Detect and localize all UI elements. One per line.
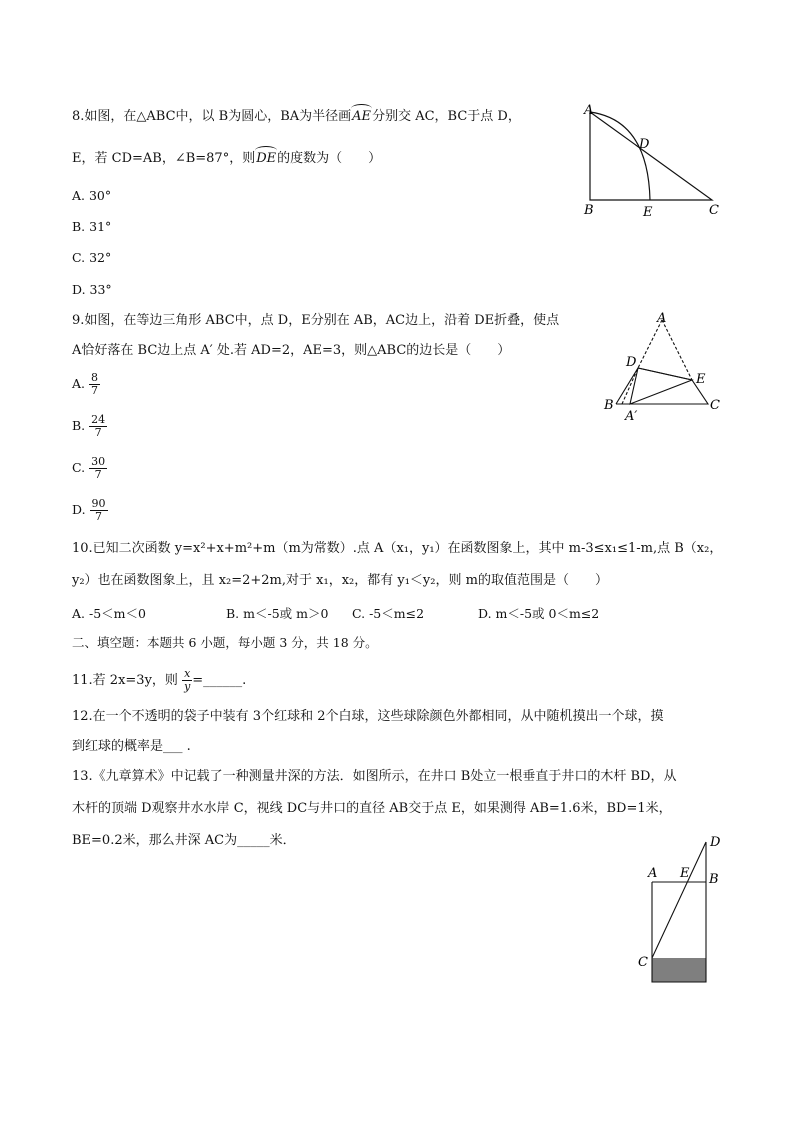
label-b: B: [584, 203, 594, 218]
q11-suffix: =______.: [192, 673, 247, 688]
label-b: B: [709, 872, 719, 887]
numerator: 8: [91, 371, 98, 384]
denominator: 7: [95, 510, 103, 523]
q9-line-1: 9.如图，在等边三角形 ABC中，点 D，E分别在 AB，AC边上，沿着 DE折叠，使点: [72, 313, 560, 328]
label-e: E: [680, 866, 690, 881]
q8-text-2b: 的度数为（ ）: [277, 151, 382, 166]
q13-line-2: 木杆的顶端 D观察井水水岸 C，视线 DC与井口的直径 AB交于点 E，如果测得 AB=1.6米，BD=1米，: [72, 801, 672, 816]
option-letter: C.: [72, 460, 86, 475]
q13-line-3: BE=0.2米，那么井深 AC为_____米．: [72, 833, 296, 848]
q8-text-2a: E，若 CD=AB，∠B=87°，则: [72, 151, 256, 166]
q10-option-b: B. m＜-5或 m＞0: [226, 606, 329, 621]
fraction: [89, 414, 107, 439]
q8-option-c: C. 32°: [72, 250, 112, 265]
q8-text-1: 8.如图，在△ABC中，以 B为圆心，BA为半径画: [72, 109, 352, 124]
option-letter: D.: [72, 502, 86, 517]
label-a: A: [648, 866, 658, 881]
q10-line-1: 10.已知二次函数 y=x²+x+m²+m（m为常数）.点 A（x₁，y₁）在函数图象上，其中 m-3≤x₁≤1-m,点 B（x₂，: [72, 541, 723, 556]
label-a-prime: A′: [625, 409, 638, 424]
fraction: [89, 456, 107, 481]
q10-line-2: y₂）也在函数图象上，且 x₂=2+2m,对于 x₁，x₂，都有 y₁＜y₂，则 m的取值范围是（ ）: [72, 573, 608, 588]
label-b: B: [604, 398, 614, 413]
q9-line-2: A恰好落在 BC边上点 A′ 处.若 AD=2，AE=3，则△ABC的边长是（ ）: [72, 343, 511, 358]
arc-ae: AE: [352, 109, 372, 124]
label-d: D: [639, 137, 650, 152]
q9-option-a: [72, 372, 100, 397]
q8-line-2: [72, 150, 381, 168]
q11-line: [72, 668, 246, 693]
numerator: 24: [91, 413, 106, 426]
fraction: [89, 372, 100, 397]
numerator: 90: [91, 497, 106, 510]
label-c: C: [638, 955, 648, 970]
q13-line-1: 13.《九章算术》中记载了一种测量井深的方法．如图所示，在井口 B处立一根垂直于井口的木杆 BD，从: [72, 769, 677, 784]
arc-de: DE: [256, 151, 277, 166]
denominator: 7: [94, 468, 102, 481]
label-a: A: [657, 311, 667, 326]
q12-line-2: 到红球的概率是___ .: [72, 739, 191, 754]
numerator: 30: [91, 455, 106, 468]
q8-line-1: [72, 108, 521, 126]
option-letter: A.: [72, 376, 86, 391]
q11-fraction: [182, 668, 192, 693]
option-letter: B.: [72, 418, 86, 433]
q10-option-c: C. -5＜m≤2: [352, 606, 425, 621]
label-d: D: [626, 355, 637, 370]
q8-figure: [578, 100, 728, 220]
q8-text-1b: 分别交 AC，BC于点 D，: [372, 109, 521, 124]
q9-option-c: [72, 456, 107, 481]
section-heading: 二、填空题：本题共 6 小题，每小题 3 分，共 18 分。: [72, 635, 378, 650]
q12-line-1: 12.在一个不透明的袋子中装有 3个红球和 2个白球，这些球除颜色外都相同，从中随机摸出一个球，摸: [72, 709, 664, 724]
triangle-da-e: [630, 368, 692, 404]
denominator: y: [184, 680, 191, 693]
denominator: 7: [91, 384, 98, 397]
numerator: x: [184, 667, 191, 680]
sight-lines: [652, 842, 706, 958]
label-e: E: [696, 372, 706, 387]
q10-option-a: A. -5＜m＜0: [72, 606, 146, 621]
denominator: 7: [94, 426, 102, 439]
label-c: C: [709, 203, 719, 218]
q8-option-b: B. 31°: [72, 219, 112, 234]
q9-option-b: [72, 414, 107, 439]
triangle-abc: [590, 112, 712, 200]
label-c: C: [710, 398, 720, 413]
label-d: D: [710, 835, 721, 850]
q9-figure: [598, 306, 728, 426]
label-e: E: [643, 205, 653, 220]
water-region: [652, 958, 706, 982]
arc-ae-shape: [590, 112, 650, 200]
q11-prefix: 11.若 2x=3y，则: [72, 673, 178, 688]
q10-option-d: D. m＜-5或 0＜m≤2: [478, 606, 600, 621]
label-a: A: [584, 103, 594, 118]
q13-figure: [632, 830, 732, 990]
q8-option-a: A. 30°: [72, 188, 112, 203]
q8-option-d: D. 33°: [72, 282, 112, 297]
q9-option-d: [72, 498, 108, 523]
fraction: [90, 498, 108, 523]
